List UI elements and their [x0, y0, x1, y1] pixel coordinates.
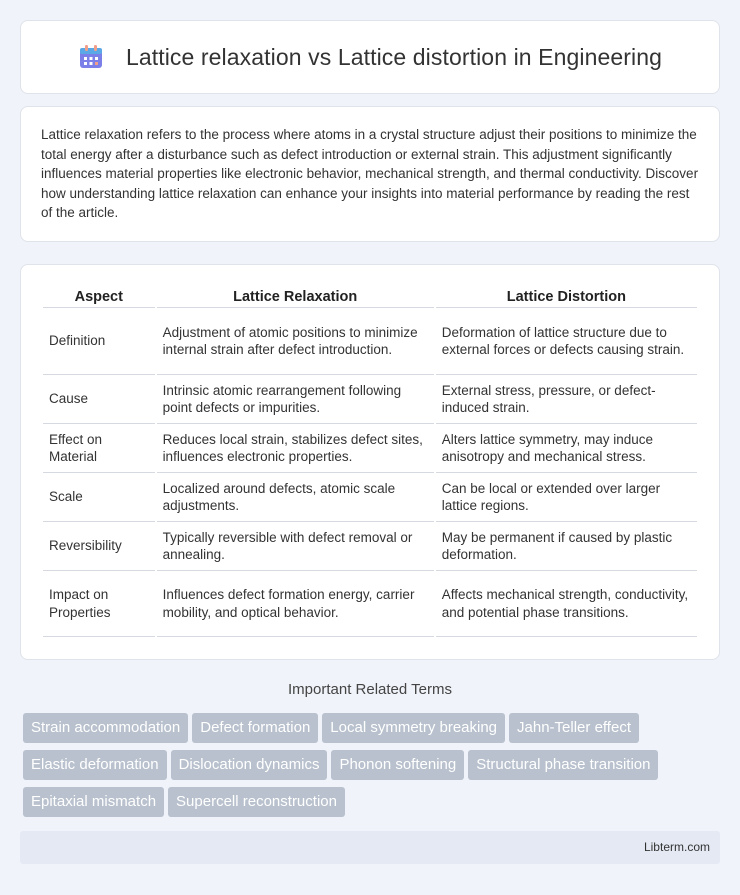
cell-relaxation: Reduces local strain, stabilizes defect sites, influences electronic properties.: [157, 424, 434, 473]
related-term-tag[interactable]: Dislocation dynamics: [171, 750, 328, 780]
related-term-tag[interactable]: Local symmetry breaking: [322, 713, 505, 743]
related-term-tag[interactable]: Structural phase transition: [468, 750, 658, 780]
cell-relaxation: Adjustment of atomic positions to minimize internal strain after defect introduction.: [157, 308, 434, 375]
cell-distortion: Deformation of lattice structure due to external forces or defects causing strain.: [436, 308, 697, 375]
intro-paragraph: Lattice relaxation refers to the process where atoms in a crystal structure adjust their positions to minimize the total energy after a disturbance such as defect introduction or external strain. This adjustment significantly influences material properties like electronic behavior, mechanical strength, and thermal conductivity. Discover how understanding lattice relaxation can enhance your insights into material performance by reading the rest of the article.: [41, 127, 699, 220]
related-term-tag[interactable]: Phonon softening: [331, 750, 464, 780]
header-distortion: Lattice Distortion: [436, 285, 697, 308]
cell-aspect: Cause: [43, 375, 155, 424]
comparison-card: [20, 264, 720, 660]
table-row: [43, 424, 697, 473]
table-row: [43, 571, 697, 637]
related-terms-title: Important Related Terms: [288, 681, 452, 698]
header-relaxation: Lattice Relaxation: [157, 285, 434, 308]
related-term-tag[interactable]: Jahn-Teller effect: [509, 713, 639, 743]
comparison-table: [41, 285, 699, 637]
cell-distortion: Affects mechanical strength, conductivity, and potential phase transitions.: [436, 571, 697, 637]
header-aspect: Aspect: [43, 285, 155, 308]
cell-aspect: Reversibility: [43, 522, 155, 571]
table-row: [43, 473, 697, 522]
page-title: Lattice relaxation vs Lattice distortion in Engineering: [125, 43, 663, 70]
related-term-tag[interactable]: Elastic deformation: [23, 750, 167, 780]
related-term-tag[interactable]: Supercell reconstruction: [168, 787, 345, 817]
cell-relaxation: Intrinsic atomic rearrangement following point defects or impurities.: [157, 375, 434, 424]
cell-aspect: Definition: [43, 308, 155, 375]
footer: [20, 831, 720, 864]
cell-distortion: External stress, pressure, or defect-induced strain.: [436, 375, 697, 424]
cell-relaxation: Typically reversible with defect removal or annealing.: [157, 522, 434, 571]
title-card: [20, 20, 720, 94]
table-row: [43, 375, 697, 424]
table-row: [43, 522, 697, 571]
cell-aspect: Scale: [43, 473, 155, 522]
cell-aspect: Effect on Material: [43, 424, 155, 473]
related-term-tag[interactable]: Epitaxial mismatch: [23, 787, 164, 817]
cell-distortion: Can be local or extended over larger lattice regions.: [436, 473, 697, 522]
related-term-tag[interactable]: Defect formation: [192, 713, 318, 743]
cell-distortion: May be permanent if caused by plastic deformation.: [436, 522, 697, 571]
footer-site-link[interactable]: Libterm.com: [643, 840, 710, 854]
table-header-row: [43, 285, 697, 308]
related-terms-list: [23, 713, 723, 824]
cell-relaxation: Influences defect formation energy, carrier mobility, and optical behavior.: [157, 571, 434, 637]
cell-relaxation: Localized around defects, atomic scale adjustments.: [157, 473, 434, 522]
cell-distortion: Alters lattice symmetry, may induce anisotropy and mechanical stress.: [436, 424, 697, 473]
cell-aspect: Impact on Properties: [43, 571, 155, 637]
table-row: [43, 308, 697, 375]
related-term-tag[interactable]: Strain accommodation: [23, 713, 188, 743]
calendar-grid-icon: [78, 44, 104, 70]
intro-card: [20, 106, 720, 242]
